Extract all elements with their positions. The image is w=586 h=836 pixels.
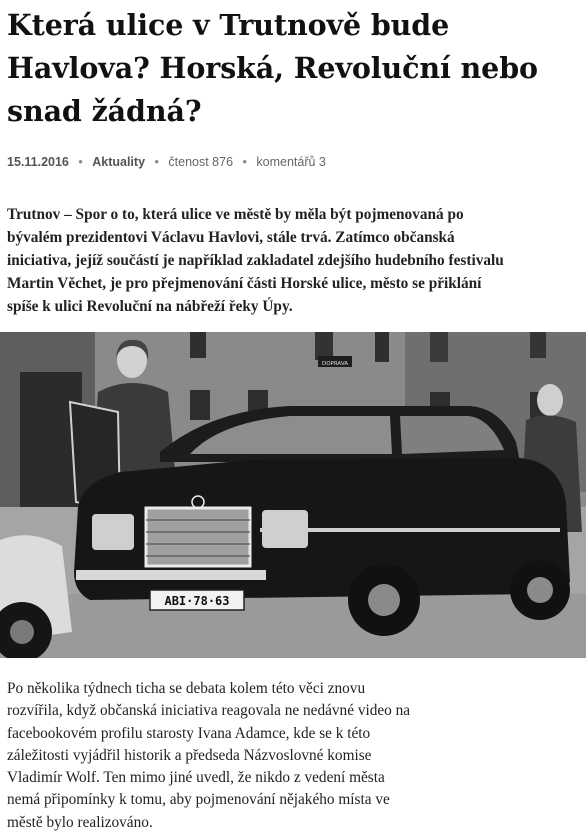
body-line: Po několika týdnech ticha se debata kolem této věci znovu bbox=[7, 680, 366, 697]
lead-line: spíše k ulici Revoluční na nábřeží řeky Úpy. bbox=[7, 298, 293, 315]
meta-separator: • bbox=[78, 155, 83, 169]
body-line: facebookovém profilu starosty Ivana Adamce, kde se k této bbox=[7, 724, 371, 742]
publish-date: 15.11.2016 bbox=[7, 155, 69, 169]
car-headlight bbox=[262, 510, 308, 548]
title-line: Která ulice v Trutnově bude bbox=[7, 8, 450, 42]
category-link[interactable]: Aktuality bbox=[92, 155, 146, 169]
comment-count-link[interactable]: komentářů 3 bbox=[256, 155, 326, 169]
article-lead bbox=[7, 203, 582, 318]
lead-line: iniciativa, jejíž součástí je například zakladatel zdejšího hudebního festivalu bbox=[7, 252, 504, 269]
car-grille bbox=[146, 508, 250, 566]
lead-line: Martin Věchet, je pro přejmenování části Horské ulice, město se přiklání bbox=[7, 275, 482, 292]
woman-head bbox=[537, 384, 563, 416]
window bbox=[190, 332, 206, 358]
read-count: čtenost 876 bbox=[168, 155, 234, 169]
car-headlight bbox=[92, 514, 134, 550]
road bbox=[0, 594, 586, 658]
street-sign-text: DOPRAVA bbox=[321, 361, 349, 367]
body-line: nemá připomínky k tomu, aby pojmenování nějakého místa ve bbox=[7, 791, 390, 809]
article-photo bbox=[0, 332, 586, 658]
window bbox=[375, 332, 389, 362]
body-line: záležitosti vyjádřil historik a předseda Názvoslovné komise bbox=[7, 746, 372, 764]
meta-separator: • bbox=[242, 155, 247, 169]
meta-separator: • bbox=[154, 155, 159, 169]
lead-line: Trutnov – Spor o to, která ulice ve městě by měla být pojmenovaná po bbox=[7, 206, 464, 223]
license-plate-text: ABI·78·63 bbox=[164, 594, 230, 608]
window bbox=[430, 332, 448, 362]
car-bumper bbox=[76, 570, 266, 580]
window bbox=[315, 332, 333, 360]
body-line: Vladimír Wolf. Ten mimo jiné uvedl, že nikdo z vedení města bbox=[7, 769, 385, 787]
body-line: rozvířila, když občanská iniciativa reagovala ne nedávné video na bbox=[7, 702, 411, 720]
article-title bbox=[7, 4, 582, 133]
title-line: snad žádná? bbox=[7, 94, 202, 128]
window bbox=[190, 390, 210, 420]
article-meta bbox=[7, 155, 326, 169]
window bbox=[530, 332, 546, 358]
title-line: Havlova? Horská, Revoluční nebo bbox=[7, 51, 538, 85]
article-body bbox=[7, 678, 582, 834]
body-line: městě bylo realizováno. bbox=[7, 813, 153, 831]
lead-line: bývalém prezidentovi Václavu Havlovi, stále trvá. Zatímco občanská bbox=[7, 229, 455, 246]
